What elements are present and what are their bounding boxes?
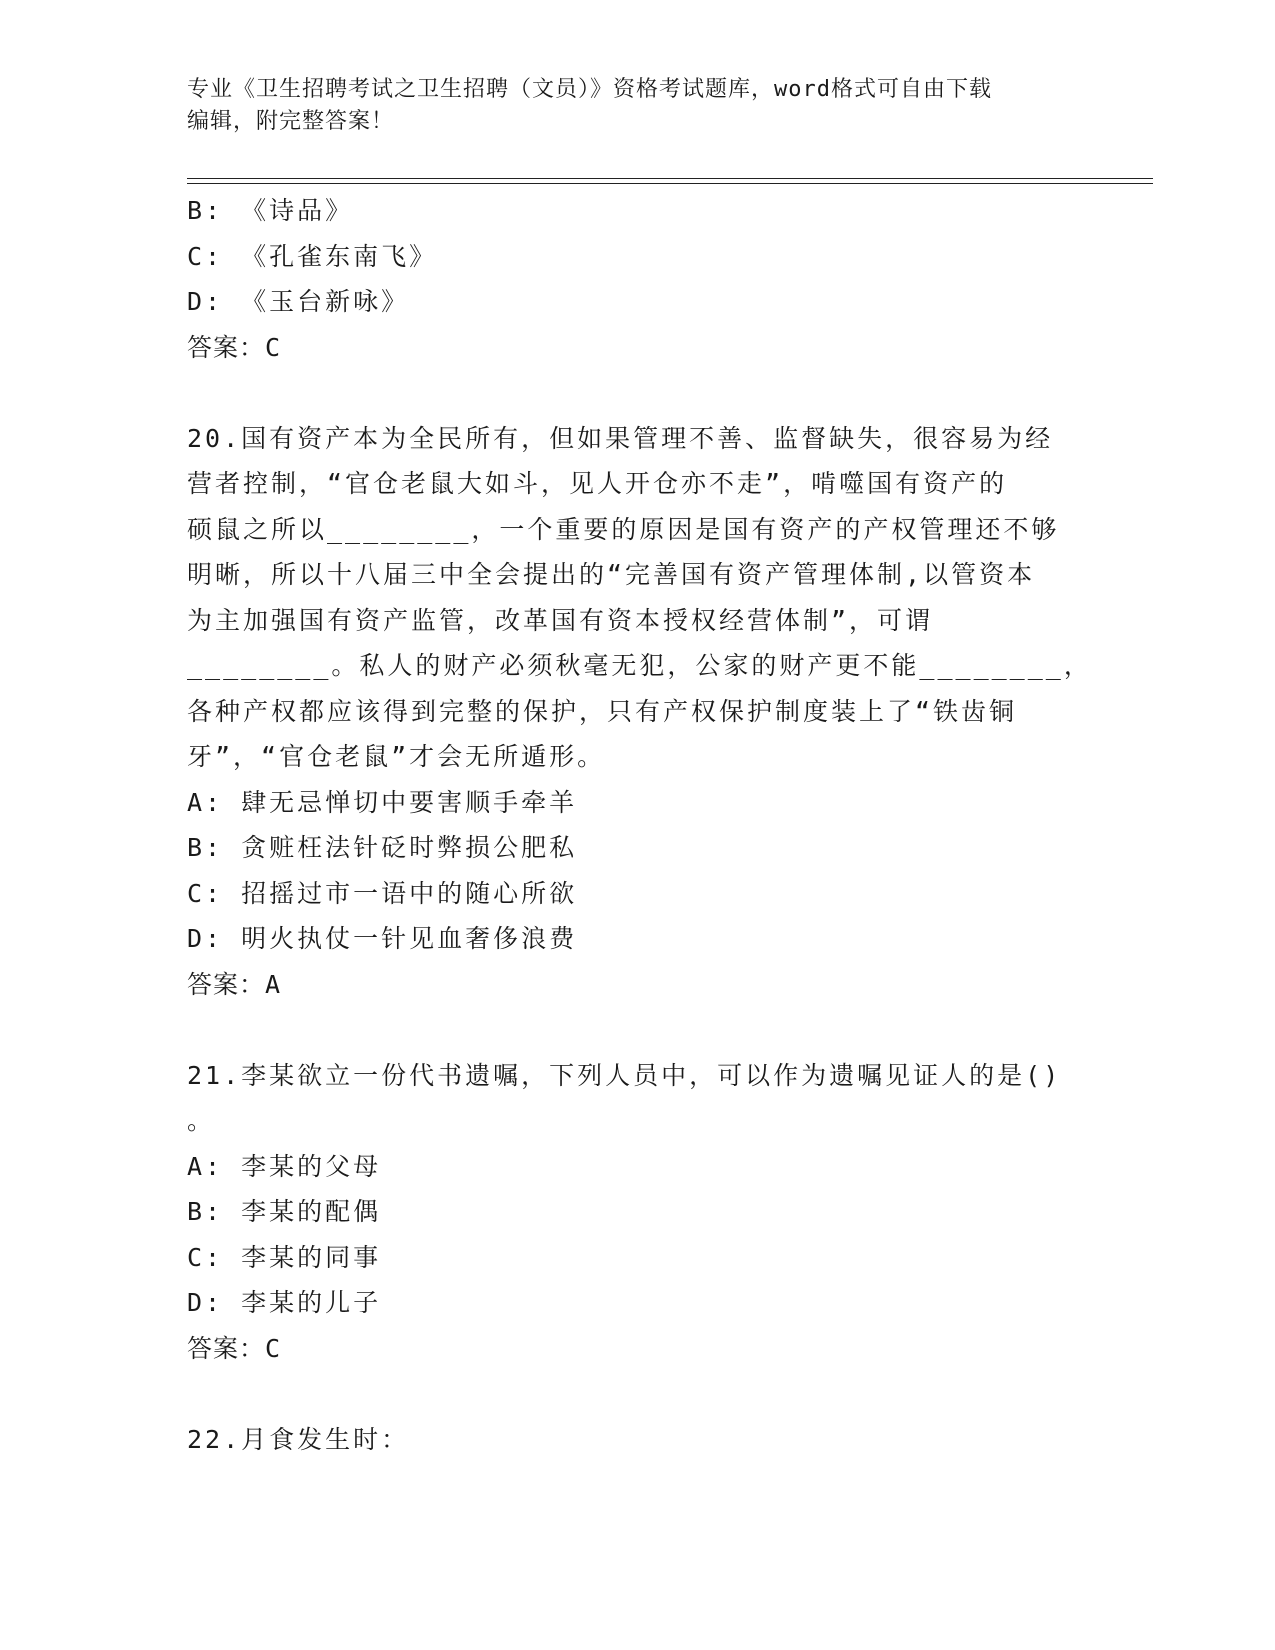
option-d: D: 李某的儿子 — [187, 1288, 382, 1317]
option-d: D: 《玉台新咏》 — [187, 287, 410, 316]
option-b: B: 贪赃枉法针砭时弊损公肥私 — [187, 833, 578, 862]
document-body — [187, 188, 1092, 1462]
question-text-line: 20.国有资产本为全民所有，但如果管理不善、监督缺失，很容易为经 — [187, 423, 1054, 453]
question-text-line: 营者控制，“官仓老鼠大如斗，见人开仓亦不走”，啃噬国有资产的 — [187, 469, 1008, 498]
question-text-line: 22.月食发生时： — [187, 1424, 410, 1454]
question-21 — [187, 1053, 1087, 1372]
question-20 — [187, 416, 1092, 1008]
prev-question — [187, 188, 1087, 370]
question-22 — [187, 1417, 1087, 1463]
answer: 答案：C — [187, 332, 282, 362]
option-a: A: 李某的父母 — [187, 1151, 382, 1181]
spacer — [187, 370, 1087, 416]
document-header — [187, 74, 1087, 138]
option-d: D: 明火执仗一针见血奢侈浪费 — [187, 924, 578, 953]
option-c: C: 《孔雀东南飞》 — [187, 241, 438, 271]
spacer — [187, 1007, 1087, 1053]
header-rule-bottom — [187, 183, 1153, 184]
option-a: A: 肆无忌惮切中要害顺手牵羊 — [187, 787, 578, 817]
spacer — [187, 1371, 1087, 1417]
option-c: C: 李某的同事 — [187, 1242, 382, 1272]
question-text-line: 21.李某欲立一份代书遗嘱，下列人员中，可以作为遗嘱见证人的是() — [187, 1060, 1062, 1090]
question-text-line: 为主加强国有资产监管，改革国有资本授权经营体制”，可谓 — [187, 605, 934, 635]
question-text-line: 硕鼠之所以________，一个重要的原因是国有资产的产权管理还不够 — [187, 514, 1060, 544]
header-line-1: 专业《卫生招聘考试之卫生招聘（文员）》资格考试题库，word格式可自由下载 — [187, 77, 992, 102]
header-line-2: 编辑，附完整答案！ — [187, 109, 395, 134]
question-text-line: 。 — [187, 1106, 216, 1135]
answer: 答案：A — [187, 969, 282, 999]
option-c: C: 招摇过市一语中的随心所欲 — [187, 878, 578, 908]
option-b: B: 《诗品》 — [187, 196, 354, 225]
question-text-line: 牙”，“官仓老鼠”才会无所遁形。 — [187, 742, 606, 771]
question-text-line: 明晰，所以十八届三中全会提出的“完善国有资产管理体制,以管资本 — [187, 560, 1036, 589]
option-b: B: 李某的配偶 — [187, 1197, 382, 1226]
question-text-line: 各种产权都应该得到完整的保护，只有产权保护制度装上了“铁齿铜 — [187, 696, 1018, 726]
answer: 答案：C — [187, 1333, 282, 1363]
question-text-line: ________。私人的财产必须秋毫无犯，公家的财产更不能________， — [187, 651, 1092, 680]
header-rule-top — [187, 178, 1153, 179]
